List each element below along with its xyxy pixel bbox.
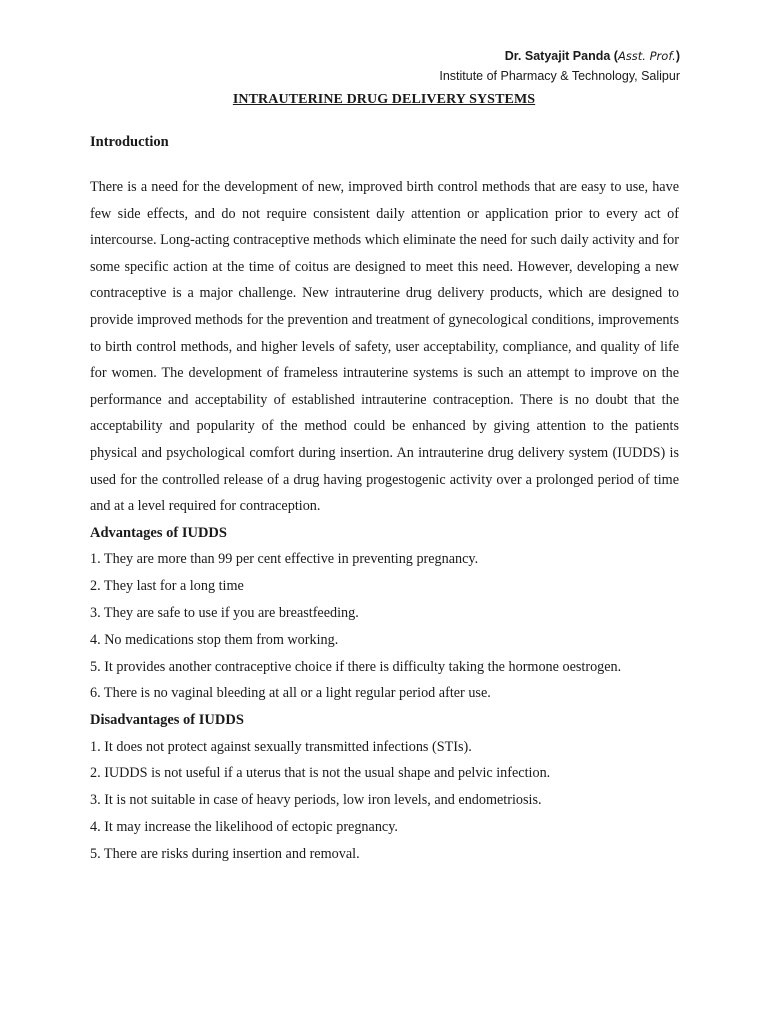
list-item: 4. It may increase the likelihood of ectopic pregnancy. bbox=[90, 819, 398, 836]
list-item: 5. It provides another contraceptive choice if there is difficulty taking the hormone oestrogen. bbox=[90, 658, 622, 675]
list-item: 2. IUDDS is not useful if a uterus that is not the usual shape and pelvic infection. bbox=[90, 765, 551, 782]
list-item: 5. There are risks during insertion and removal. bbox=[90, 845, 360, 862]
document-title: INTRAUTERINE DRUG DELIVERY SYSTEMS bbox=[232, 92, 536, 107]
author-line bbox=[439, 46, 680, 66]
list-item: 3. They are safe to use if you are breastfeeding. bbox=[90, 604, 359, 621]
list-item: 3. It is not suitable in case of heavy periods, low iron levels, and endometriosis. bbox=[90, 792, 542, 809]
list-item: 2. They last for a long time bbox=[90, 578, 244, 595]
document-body bbox=[90, 132, 679, 868]
disadvantages-heading: Disadvantages of IUDDS bbox=[90, 712, 244, 729]
introduction-paragraph: There is a need for the development of new, improved birth control methods that are easy to use, have few side effects, and do not require consistent daily attention or application prior to every act of intercourse. Long-acting contraceptive methods which eliminate the need for such daily activity and for some specific action at the time of coitus are designed to meet this need. However, developing a new contraceptive is a major challenge. New intrauterine drug delivery products, which are designed to provide improved methods for the prevention and treatment of gynecological conditions, improvements to birth control methods, and higher levels of safety, user acceptability, compliance, and quality of life for women. The development of frameless intrauterine systems is such an attempt to improve on the performance and acceptability of established intrauterine contraception. There is no doubt that the acceptability and popularity of the method could be enhanced by giving attention to the patients physical and psychological comfort during insertion. An intrauterine drug delivery system (IUDDS) is used for the controlled release of a drug having progestogenic activity over a prolonged period of time and at a level required for contraception. bbox=[90, 179, 679, 515]
list-item: 1. It does not protect against sexually transmitted infections (STIs). bbox=[90, 738, 472, 755]
disadvantages-list bbox=[90, 734, 679, 868]
author-role: Asst. Prof. bbox=[617, 49, 676, 63]
author-close: ) bbox=[675, 49, 680, 63]
page-header bbox=[439, 46, 680, 86]
advantages-heading: Advantages of IUDDS bbox=[90, 524, 227, 541]
affiliation: Institute of Pharmacy & Technology, Salipur bbox=[439, 69, 680, 83]
introduction-heading: Introduction bbox=[90, 134, 169, 150]
list-item: 6. There is no vaginal bleeding at all or a light regular period after use. bbox=[90, 685, 491, 702]
list-item: 4. No medications stop them from working. bbox=[90, 631, 339, 648]
list-item: 1. They are more than 99 per cent effective in preventing pregnancy. bbox=[90, 551, 479, 568]
author-name: Dr. Satyajit Panda ( bbox=[504, 49, 618, 63]
advantages-list bbox=[90, 546, 679, 707]
